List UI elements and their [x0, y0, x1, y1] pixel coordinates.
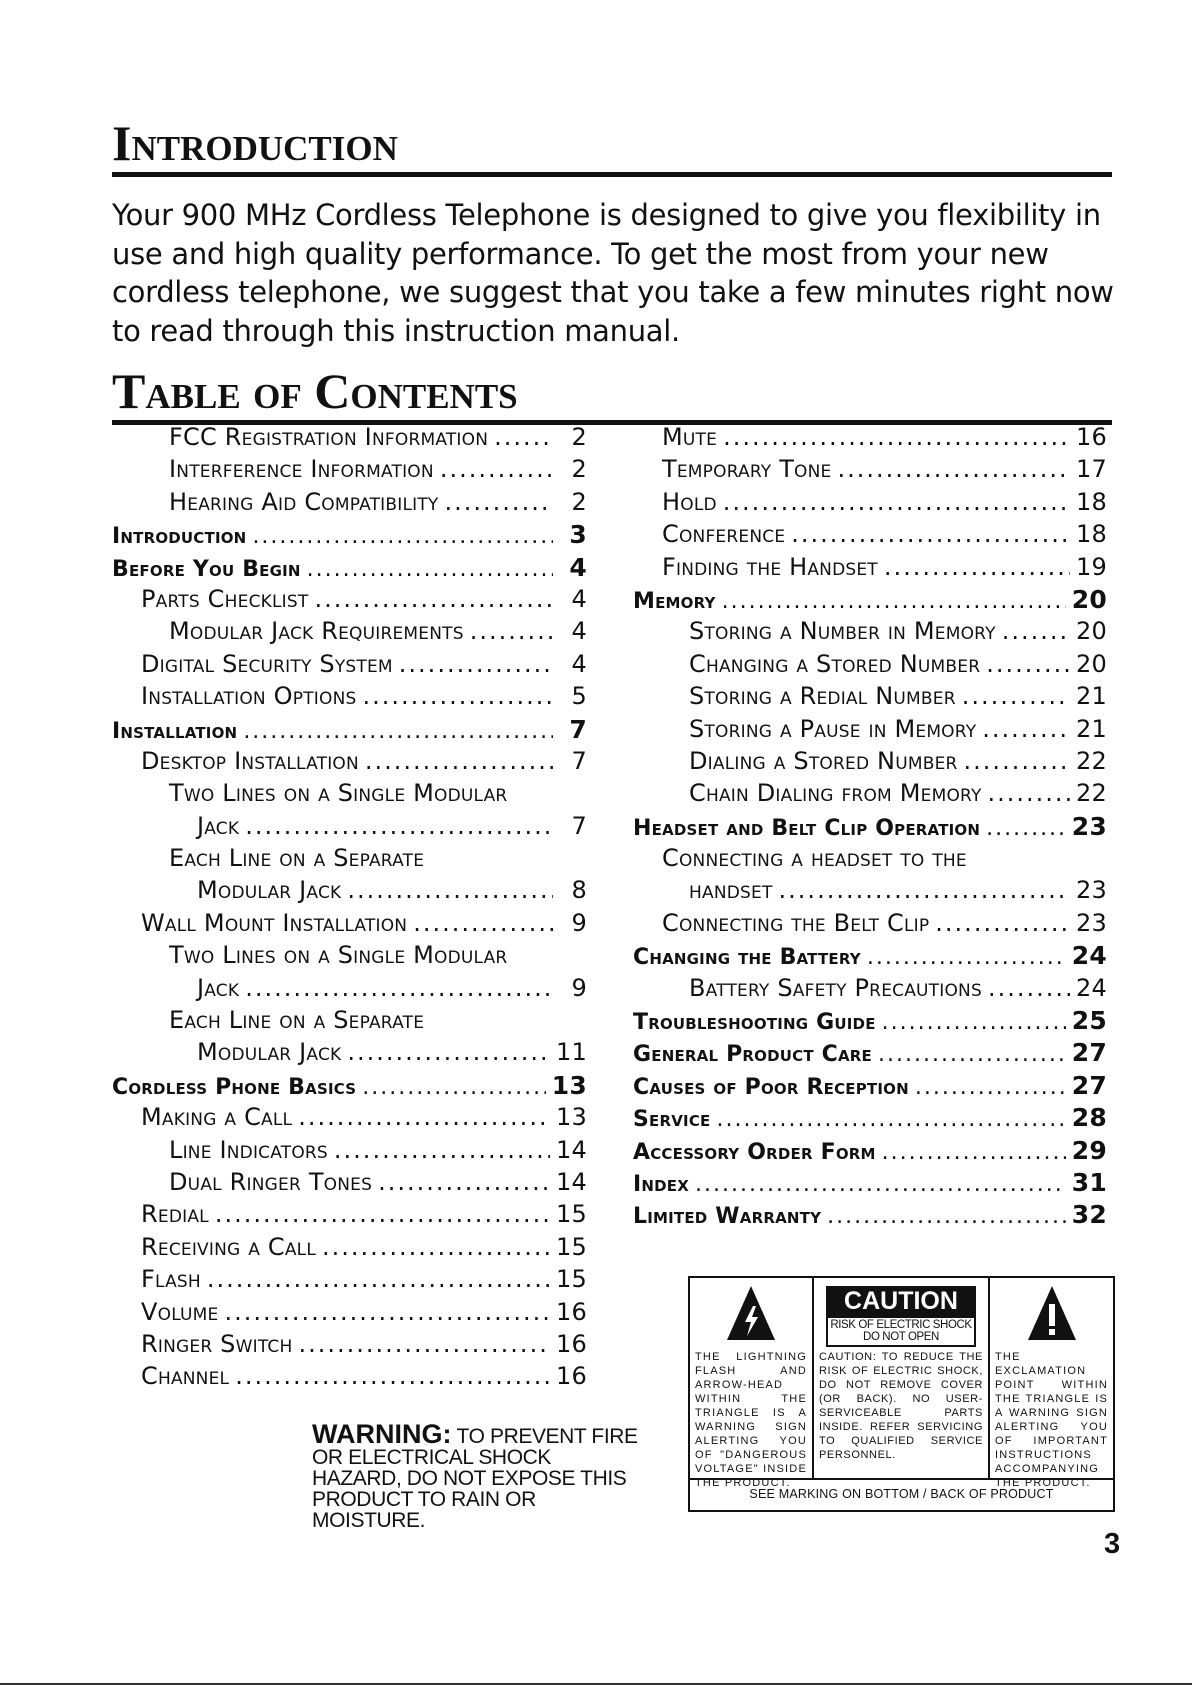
- toc-entry: [633, 553, 1107, 585]
- toc-leader-dots: [827, 1204, 1066, 1229]
- toc-entry-page: 23: [1076, 908, 1107, 937]
- toc-entry: [112, 1330, 587, 1362]
- toc-leader-dots: [1002, 617, 1070, 645]
- toc-entry: [633, 1200, 1107, 1232]
- toc-entry-page: 16: [556, 1297, 587, 1326]
- toc-leader-dots: [235, 1362, 550, 1390]
- toc-entry-page: 18: [1076, 520, 1107, 549]
- toc-entry: [633, 1103, 1107, 1135]
- toc-leader-dots: [365, 747, 553, 775]
- toc-entry: [112, 1006, 587, 1038]
- toc-leader-dots: [867, 945, 1066, 970]
- toc-entry-title: Headset and Belt Clip Operation: [633, 815, 981, 841]
- exclamation-warning-text: THE EXCLAMATION POINT WITHIN THE TRIANGLE IS A WARNING SIGN ALERTING YOU OF IMPORTANT INSTRUCTIONS ACCOMPANYING THE PRODUCT.: [995, 1351, 1108, 1489]
- toc-leader-dots: [882, 1010, 1066, 1035]
- toc-entry: [112, 520, 587, 552]
- toc-entry: [633, 455, 1107, 487]
- toc-entry-page: 2: [571, 487, 587, 516]
- toc-leader-dots: [252, 524, 553, 549]
- toc-leader-dots: [215, 1200, 550, 1228]
- toc-entry: [633, 715, 1107, 747]
- toc-entry: [112, 974, 587, 1006]
- toc-entry: [633, 650, 1107, 682]
- toc-leader-dots: [722, 589, 1066, 614]
- toc-entry-page: 19: [1076, 552, 1107, 581]
- toc-entry-title: Connecting the Belt Clip: [662, 908, 930, 937]
- toc-entry-title: Finding the Handset: [662, 552, 878, 581]
- toc-entry-title: Dual Ringer Tones: [169, 1167, 373, 1196]
- toc-entry-title: Two Lines on a Single Modular: [169, 941, 508, 970]
- introduction-paragraph: Your 900 MHz Cordless Telephone is designed to give you flexibility in use and high quality performance. To get the most from your new cordless telephone, we suggest that you take a few minutes right now to read through this instruction manual.: [112, 198, 1114, 348]
- toc-entry-title: Wall Mount Installation: [141, 908, 408, 937]
- toc-leader-dots: [245, 974, 553, 1002]
- toc-entry-title: Jack: [197, 973, 240, 1002]
- caution-title: CAUTION: [826, 1286, 976, 1316]
- toc-entry-page: 24: [1071, 941, 1107, 971]
- toc-entry-page: 31: [1071, 1167, 1107, 1197]
- toc-entry-title: Conference: [662, 520, 786, 549]
- toc-leader-dots: [362, 1075, 546, 1100]
- toc-entry: [112, 1136, 587, 1168]
- toc-leader-dots: [399, 650, 553, 678]
- toc-entry-page: 16: [1076, 423, 1107, 451]
- toc-entry: [112, 1233, 587, 1265]
- toc-entry-page: 21: [1076, 682, 1107, 711]
- toc-entry: [633, 520, 1107, 552]
- toc-leader-dots: [791, 520, 1070, 548]
- toc-leader-dots: [322, 1233, 550, 1261]
- toc-entry-page: 4: [569, 552, 587, 582]
- toc-entry-page: 4: [571, 649, 587, 678]
- toc-entry-title: FCC Registration Information: [169, 423, 489, 451]
- toc-entry: [633, 876, 1107, 908]
- toc-entry-title: Modular Jack: [197, 1038, 342, 1067]
- toc-entry: [633, 812, 1107, 844]
- toc-entry-page: 18: [1076, 487, 1107, 516]
- toc-entry-title: Jack: [197, 811, 240, 840]
- toc-entry: [112, 1200, 587, 1232]
- toc-entry-title: Modular Jack: [197, 876, 342, 905]
- toc-leader-dots: [307, 557, 553, 582]
- toc-entry: [633, 974, 1107, 1006]
- toc-entry-page: 20: [1076, 617, 1107, 646]
- toc-entry-title: Dialing a Stored Number: [689, 746, 958, 775]
- toc-entry-page: 21: [1076, 714, 1107, 743]
- toc-entry-title: Introduction: [112, 524, 247, 550]
- toc-entry-title: Memory: [633, 588, 716, 614]
- toc-entry-title: Line Indicators: [169, 1135, 328, 1164]
- toc-leader-dots: [882, 1140, 1066, 1165]
- toc-entry-title: Redial: [141, 1200, 209, 1229]
- lightning-triangle-icon: [725, 1284, 777, 1342]
- toc-entry-page: 17: [1076, 455, 1107, 484]
- toc-entry: [633, 1038, 1107, 1070]
- toc-entry-page: 25: [1071, 1006, 1107, 1036]
- toc-leader-dots: [314, 585, 553, 613]
- toc-entry-title: Volume: [141, 1297, 219, 1326]
- toc-entry-title: Desktop Installation: [141, 746, 359, 775]
- toc-leader-dots: [986, 816, 1066, 841]
- toc-entry-title: Connecting a headset to the: [662, 844, 967, 873]
- toc-leader-dots: [440, 455, 553, 483]
- toc-entry: [112, 650, 587, 682]
- toc-entry-title: Making a Call: [141, 1103, 293, 1132]
- toc-leader-dots: [878, 1042, 1066, 1067]
- toc-entry: [633, 747, 1107, 779]
- toc-entry-page: 22: [1076, 746, 1107, 775]
- toc-entry-page: 7: [569, 714, 587, 744]
- toc-entry-title: Modular Jack Requirements: [169, 617, 464, 646]
- toc-entry-title: Channel: [141, 1362, 230, 1391]
- toc-entry: [633, 909, 1107, 941]
- toc-entry-title: Service: [633, 1107, 711, 1133]
- toc-entry-page: 14: [556, 1167, 587, 1196]
- toc-entry-page: 2: [571, 423, 587, 451]
- toc-leader-dots: [378, 1168, 550, 1196]
- toc-entry-title: Installation: [112, 718, 238, 744]
- toc-entry-title: Hearing Aid Compatibility: [169, 487, 439, 516]
- toc-leader-dots: [347, 876, 553, 904]
- caution-footer: SEE MARKING ON BOTTOM / BACK OF PRODUCT: [690, 1478, 1113, 1510]
- toc-leader-dots: [347, 1038, 550, 1066]
- toc-entry-page: 7: [571, 746, 587, 775]
- toc-entry: [112, 682, 587, 714]
- toc-entry-title: Digital Security System: [141, 649, 393, 678]
- toc-entry-title: Parts Checklist: [141, 584, 309, 613]
- toc-leader-dots: [723, 423, 1070, 451]
- toc-entry-page: 8: [571, 876, 587, 905]
- toc-leader-dots: [723, 488, 1070, 516]
- toc-leader-dots: [717, 1107, 1066, 1132]
- toc-entry-page: 20: [1076, 649, 1107, 678]
- toc-entry-title: Flash: [141, 1265, 201, 1294]
- toc-entry-title: Changing the Battery: [633, 945, 861, 971]
- toc-entry: [633, 617, 1107, 649]
- toc-leader-dots: [695, 1172, 1066, 1197]
- toc-leader-dots: [470, 617, 553, 645]
- toc-entry-title: Hold: [662, 487, 717, 516]
- toc-entry-title: Interference Information: [169, 455, 434, 484]
- toc-entry: [112, 455, 587, 487]
- toc-leader-dots: [935, 909, 1070, 937]
- toc-leader-dots: [779, 876, 1071, 904]
- toc-leader-dots: [445, 488, 553, 516]
- toc-entry-page: 11: [556, 1038, 587, 1067]
- toc-entry: [112, 423, 587, 455]
- toc-entry-title: Ringer Switch: [141, 1329, 293, 1358]
- exclamation-triangle-icon: [1026, 1284, 1078, 1342]
- toc-entry-title: Limited Warranty: [633, 1204, 822, 1230]
- toc-entry-page: 2: [571, 455, 587, 484]
- toc-entry-title: Storing a Pause in Memory: [689, 714, 977, 743]
- toc-entry-page: 7: [571, 811, 587, 840]
- toc-right-column: [633, 423, 1107, 1233]
- toc-leader-dots: [243, 719, 553, 744]
- toc-entry-page: 13: [556, 1103, 587, 1132]
- toc-leader-dots: [245, 812, 553, 840]
- toc-entry: [112, 1038, 587, 1070]
- toc-entry-title: General Product Care: [633, 1042, 872, 1068]
- toc-leader-dots: [207, 1265, 550, 1293]
- toc-entry-page: 22: [1076, 779, 1107, 808]
- toc-entry-page: 9: [571, 973, 587, 1002]
- toc-entry: [112, 876, 587, 908]
- toc-entry: [112, 1298, 587, 1330]
- toc-entry: [633, 1071, 1107, 1103]
- warning-notice: [312, 1419, 642, 1532]
- toc-leader-dots: [982, 715, 1070, 743]
- toc-entry-title: Each Line on a Separate: [169, 1006, 425, 1035]
- toc-leader-dots: [884, 553, 1070, 581]
- toc-leader-dots: [298, 1330, 550, 1358]
- toc-entry-title: Two Lines on a Single Modular: [169, 779, 508, 808]
- toc-entry: [112, 617, 587, 649]
- toc-entry-page: 15: [556, 1200, 587, 1229]
- toc-entry: [112, 553, 587, 585]
- toc-entry: [112, 1168, 587, 1200]
- toc-entry: [112, 844, 587, 876]
- toc-entry: [112, 488, 587, 520]
- toc-leader-dots: [915, 1075, 1066, 1100]
- toc-entry-page: 15: [556, 1232, 587, 1261]
- warning-text: TO PREVENT FIRE OR ELECTRICAL SHOCK HAZARD, DO NOT EXPOSE THIS PRODUCT TO RAIN OR MOISTURE.: [312, 1425, 638, 1532]
- toc-leader-dots: [362, 682, 553, 710]
- toc-entry-page: 4: [571, 617, 587, 646]
- caution-subtitle: RISK OF ELECTRIC SHOCK DO NOT OPEN: [826, 1316, 976, 1347]
- toc-entry-title: Cordless Phone Basics: [112, 1074, 357, 1100]
- warning-label: WARNING:: [312, 1419, 452, 1449]
- toc-entry-title: Mute: [662, 423, 718, 451]
- toc-entry: [112, 779, 587, 811]
- toc-entry-page: 24: [1076, 973, 1107, 1002]
- toc-entry: [633, 488, 1107, 520]
- toc-leader-dots: [964, 747, 1071, 775]
- toc-entry-title: Battery Safety Precautions: [689, 973, 982, 1002]
- lightning-warning-text: THE LIGHTNING FLASH AND ARROW-HEAD WITHIN THE TRIANGLE IS A WARNING SIGN ALERTING YOU OF "DANGEROUS VOLTAGE" INSIDE THE PRODUCT.: [695, 1351, 807, 1489]
- toc-entry-page: 29: [1071, 1135, 1107, 1165]
- toc-entry-page: 15: [556, 1265, 587, 1294]
- introduction-heading: Introduction: [112, 118, 1112, 177]
- toc-entry: [633, 1136, 1107, 1168]
- toc-entry-title: Causes of Poor Reception: [633, 1074, 909, 1100]
- toc-entry: [633, 1168, 1107, 1200]
- toc-entry-page: 3: [569, 520, 587, 550]
- toc-entry: [112, 1362, 587, 1394]
- toc-entry-page: 13: [551, 1070, 587, 1100]
- toc-leader-dots: [988, 779, 1071, 807]
- toc-leader-dots: [334, 1136, 550, 1164]
- toc-entry: [112, 1265, 587, 1297]
- toc-left-column: [112, 423, 587, 1395]
- toc-entry: [112, 585, 587, 617]
- toc-entry-page: 27: [1071, 1070, 1107, 1100]
- toc-entry-title: Changing a Stored Number: [689, 649, 981, 678]
- caution-text: CAUTION: TO REDUCE THE RISK OF ELECTRIC SHOCK, DO NOT REMOVE COVER (OR BACK). NO USER-SERVICEABLE PARTS INSIDE. REFER SERVICING TO QUALIFIED SERVICE PERSONNEL.: [819, 1351, 983, 1461]
- toc-leader-dots: [413, 909, 553, 937]
- toc-entry: [633, 1006, 1107, 1038]
- toc-entry-title: Chain Dialing from Memory: [689, 779, 982, 808]
- toc-entry-page: 14: [556, 1135, 587, 1164]
- caution-box: [688, 1276, 1115, 1512]
- toc-entry: [112, 941, 587, 973]
- toc-entry-title: handset: [689, 876, 773, 905]
- toc-entry: [112, 812, 587, 844]
- toc-entry-title: Each Line on a Separate: [169, 844, 425, 873]
- toc-entry-page: 16: [556, 1329, 587, 1358]
- toc-entry-title: Troubleshooting Guide: [633, 1010, 876, 1036]
- toc-entry-title: Accessory Order Form: [633, 1139, 876, 1165]
- caution-left-panel: [690, 1278, 814, 1489]
- toc-leader-dots: [298, 1103, 550, 1131]
- toc-entry-page: 4: [571, 584, 587, 613]
- toc-entry: [633, 941, 1107, 973]
- toc-leader-dots: [962, 682, 1070, 710]
- toc-entry-page: 27: [1071, 1038, 1107, 1068]
- toc-entry-title: Temporary Tone: [662, 455, 832, 484]
- toc-entry-title: Installation Options: [141, 682, 357, 711]
- toc-leader-dots: [224, 1298, 550, 1326]
- toc-entry-page: 20: [1071, 584, 1107, 614]
- toc-entry-page: 23: [1071, 811, 1107, 841]
- toc-leader-dots: [838, 455, 1071, 483]
- toc-entry: [112, 1071, 587, 1103]
- toc-entry: [633, 682, 1107, 714]
- toc-entry: [112, 747, 587, 779]
- caution-middle-panel: [814, 1278, 990, 1478]
- toc-entry: [633, 844, 1107, 876]
- toc-entry: [112, 715, 587, 747]
- toc-entry: [112, 1103, 587, 1135]
- toc-entry-page: 28: [1071, 1103, 1107, 1133]
- toc-entry-page: 32: [1071, 1200, 1107, 1230]
- toc-leader-dots: [494, 423, 553, 451]
- toc-entry-title: Storing a Number in Memory: [689, 617, 996, 646]
- toc-entry-page: 23: [1076, 876, 1107, 905]
- toc-entry-page: 5: [571, 682, 587, 711]
- toc-heading: Table of Contents: [112, 366, 1112, 425]
- toc-entry-title: Index: [633, 1171, 690, 1197]
- toc-entry: [633, 423, 1107, 455]
- toc-entry: [112, 909, 587, 941]
- caution-right-panel: [990, 1278, 1113, 1489]
- toc-entry-page: 16: [556, 1362, 587, 1391]
- toc-leader-dots: [988, 974, 1070, 1002]
- toc-entry-title: Before You Begin: [112, 556, 301, 582]
- toc-entry: [633, 779, 1107, 811]
- toc-entry-title: Receiving a Call: [141, 1232, 316, 1261]
- toc-entry: [633, 585, 1107, 617]
- page-number: 3: [1104, 1528, 1121, 1560]
- toc-leader-dots: [986, 650, 1070, 678]
- toc-entry-page: 9: [571, 908, 587, 937]
- toc-entry-title: Storing a Redial Number: [689, 682, 956, 711]
